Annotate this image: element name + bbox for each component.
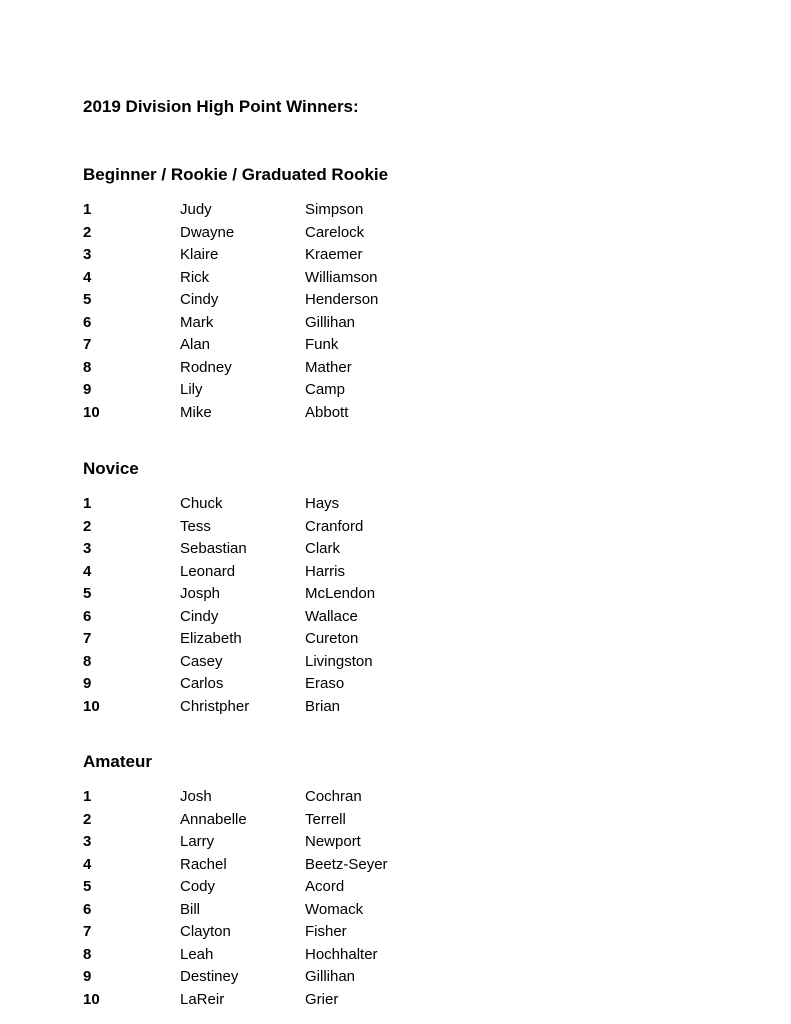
section-heading: Amateur	[83, 752, 152, 771]
first-name: Rodney	[180, 358, 232, 376]
section-heading: Beginner / Rookie / Graduated Rookie	[83, 165, 389, 184]
first-name: Annabelle	[180, 810, 247, 828]
first-name: Elizabeth	[180, 630, 242, 647]
rank-number: 6	[83, 900, 92, 918]
last-name: Simpson	[305, 201, 364, 218]
last-name: Funk	[305, 336, 339, 353]
last-name: Livingston	[305, 652, 373, 670]
rank-number: 8	[83, 945, 92, 963]
first-name: Sebastian	[180, 540, 247, 557]
last-name: Acord	[305, 878, 345, 895]
rank-number: 2	[83, 810, 92, 828]
first-name: Judy	[180, 201, 212, 218]
rank-number: 10	[83, 403, 100, 421]
first-name: Rachel	[180, 855, 227, 873]
first-name: Clayton	[180, 923, 231, 940]
first-name: Mark	[180, 313, 214, 331]
first-name: Josph	[180, 585, 221, 602]
rank-number: 1	[83, 788, 92, 805]
last-name: Abbott	[305, 403, 349, 421]
rank-number: 9	[83, 381, 92, 398]
last-name: Newport	[305, 833, 361, 850]
rank-number: 9	[83, 675, 92, 692]
page-title: 2019 Division High Point Winners:	[83, 97, 359, 116]
last-name: Beetz-Seyer	[305, 855, 388, 873]
last-name: Mather	[305, 358, 352, 376]
rank-number: 3	[83, 540, 92, 557]
rank-number: 5	[83, 878, 92, 895]
last-name: Grier	[305, 990, 339, 1008]
rank-number: 7	[83, 923, 92, 940]
division-section-amateur	[83, 751, 483, 1008]
rank-number: 1	[83, 201, 92, 218]
rank-number: 6	[83, 313, 92, 331]
first-name: Leah	[180, 945, 214, 963]
first-name: Larry	[180, 833, 215, 850]
first-name: Alan	[180, 336, 211, 353]
last-name: Cochran	[305, 788, 362, 805]
rank-number: 6	[83, 607, 92, 625]
last-name: Henderson	[305, 291, 379, 308]
first-name: Cody	[180, 878, 216, 895]
rank-number: 1	[83, 495, 92, 512]
rank-number: 5	[83, 291, 92, 308]
first-name: Tess	[180, 517, 211, 535]
last-name: Carelock	[305, 223, 365, 241]
first-name: Josh	[180, 788, 212, 805]
first-name: Mike	[180, 403, 212, 421]
first-name: Cindy	[180, 607, 219, 625]
first-name: Chuck	[180, 495, 223, 512]
last-name: Hochhalter	[305, 945, 378, 963]
rank-number: 5	[83, 585, 92, 602]
last-name: Harris	[305, 562, 345, 580]
last-name: Williamson	[305, 268, 378, 286]
rank-number: 10	[83, 697, 100, 715]
rank-number: 9	[83, 968, 92, 985]
division-section-beginner	[83, 164, 483, 421]
rank-number: 3	[83, 833, 92, 850]
first-name: Dwayne	[180, 223, 235, 241]
last-name: Kraemer	[305, 246, 363, 263]
last-name: Gillihan	[305, 313, 356, 331]
last-name: Cureton	[305, 630, 359, 647]
rank-number: 10	[83, 990, 100, 1008]
first-name: Casey	[180, 652, 223, 670]
first-name: Cindy	[180, 291, 219, 308]
last-name: Gillihan	[305, 968, 356, 985]
division-section-novice	[83, 458, 483, 715]
first-name: Destiney	[180, 968, 239, 985]
first-name: Leonard	[180, 562, 236, 580]
last-name: Hays	[305, 495, 340, 512]
rank-number: 3	[83, 246, 92, 263]
rank-number: 2	[83, 223, 92, 241]
last-name: Camp	[305, 381, 346, 398]
first-name: Lily	[180, 381, 203, 398]
last-name: Brian	[305, 697, 341, 715]
last-name: Fisher	[305, 923, 347, 940]
first-name: Klaire	[180, 246, 219, 263]
first-name: Carlos	[180, 675, 224, 692]
first-name: Bill	[180, 900, 201, 918]
last-name: Clark	[305, 540, 341, 557]
rank-number: 4	[83, 855, 92, 873]
rank-number: 4	[83, 268, 92, 286]
last-name: Womack	[305, 900, 364, 918]
last-name: Cranford	[305, 517, 364, 535]
rank-number: 7	[83, 630, 92, 647]
section-heading: Novice	[83, 459, 139, 478]
last-name: Wallace	[305, 607, 358, 625]
rank-number: 8	[83, 358, 92, 376]
first-name: Rick	[180, 268, 210, 286]
rank-number: 2	[83, 517, 92, 535]
last-name: McLendon	[305, 585, 376, 602]
rank-number: 8	[83, 652, 92, 670]
rank-number: 7	[83, 336, 92, 353]
last-name: Terrell	[305, 810, 346, 828]
first-name: LaReir	[180, 990, 225, 1008]
first-name: Christpher	[180, 697, 250, 715]
last-name: Eraso	[305, 675, 345, 692]
rank-number: 4	[83, 562, 92, 580]
